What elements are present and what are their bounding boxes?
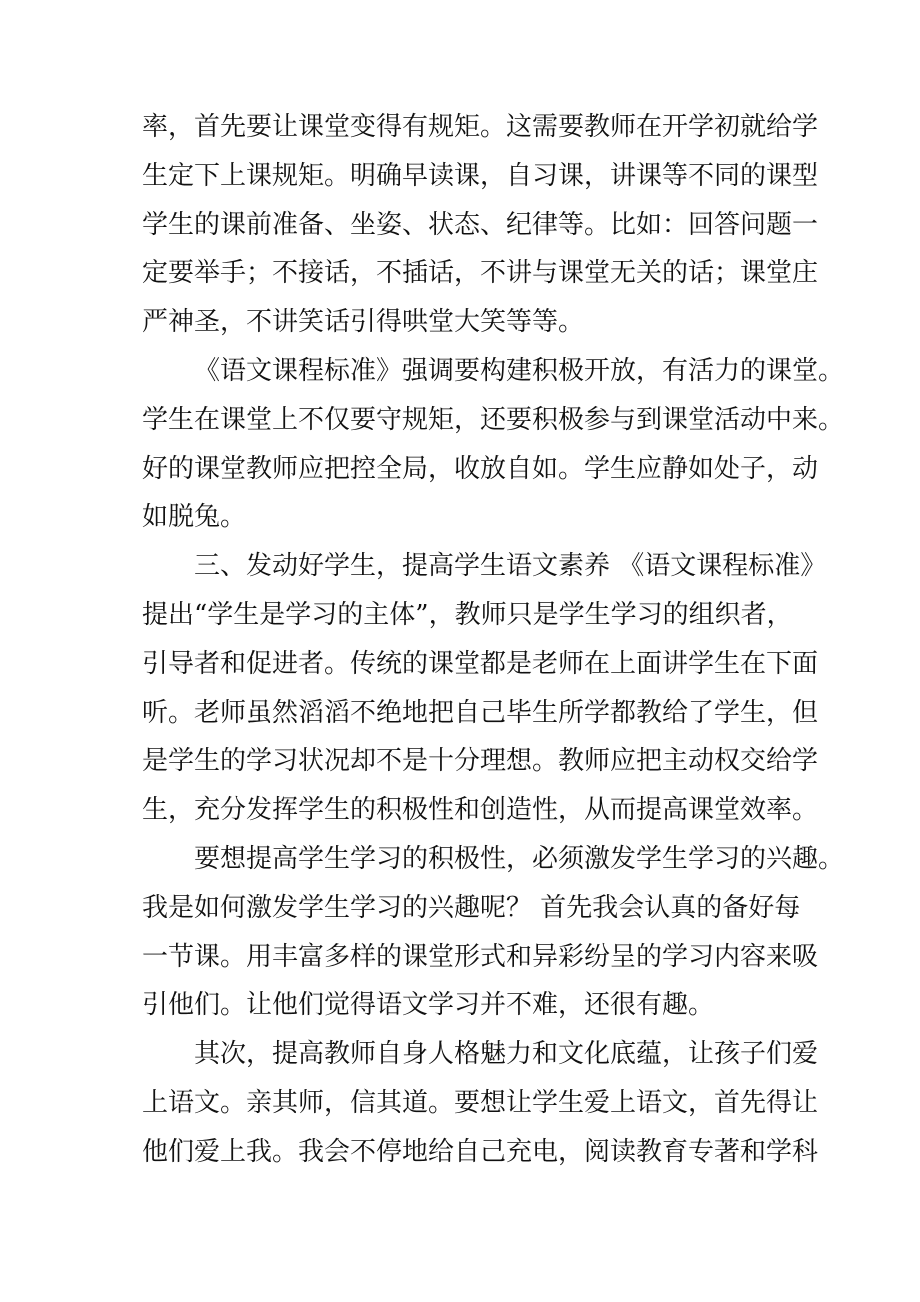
text-line: 定要举手；不接话，不插话，不讲与课堂无关的话；课堂庄 — [142, 258, 819, 289]
text-line: 一节课。用丰富多样的课堂形式和异彩纷呈的学习内容来吸 — [142, 941, 819, 972]
text-line: 好的课堂教师应把控全局，收放自如。学生应静如处子，动 — [142, 453, 819, 484]
text-line: 是学生的学习状况却不是十分理想。教师应把主动权交给学 — [142, 746, 819, 777]
text-line: 引他们。让他们觉得语文学习并不难，还很有趣。 — [142, 990, 715, 1021]
text-line: 引导者和促进者。传统的课堂都是老师在上面讲学生在下面 — [142, 648, 819, 679]
text-line: 要想提高学生学习的积极性，必须激发学生学习的兴趣。 — [194, 843, 845, 874]
text-line: 严神圣，不讲笑话引得哄堂大笑等等。 — [142, 307, 585, 338]
text-line: 提出“学生是学习的主体”，教师只是学生学习的组织者， — [142, 599, 793, 630]
text-line: 我是如何激发学生学习的兴趣呢？ 首先我会认真的备好每 — [142, 892, 801, 923]
text-line: 上语文。亲其师，信其道。要想让学生爱上语文，首先得让 — [142, 1087, 819, 1118]
text-line: 如脱兔。 — [142, 502, 247, 533]
document-body — [142, 103, 845, 1177]
text-line: 学生在课堂上不仅要守规矩，还要积极参与到课堂活动中来。 — [142, 404, 845, 435]
text-line: 《语文课程标准》强调要构建积极开放，有活力的课堂。 — [194, 355, 845, 386]
text-line: 生，充分发挥学生的积极性和创造性，从而提高课堂效率。 — [142, 795, 819, 826]
text-line: 生定下上课规矩。明确早读课，自习课，讲课等不同的课型 — [142, 160, 819, 191]
text-line: 听。老师虽然滔滔不绝地把自己毕生所学都教给了学生，但 — [142, 697, 819, 728]
text-line: 其次，提高教师自身人格魅力和文化底蕴，让孩子们爱 — [194, 1039, 819, 1070]
text-line: 率，首先要让课堂变得有规矩。这需要教师在开学初就给学 — [142, 112, 819, 142]
text-line: 学生的课前准备、坐姿、状态、纪律等。比如：回答问题一 — [142, 209, 819, 240]
text-line: 三、发动好学生，提高学生语文素养 《语文课程标准》 — [194, 551, 827, 582]
text-line: 他们爱上我。我会不停地给自己充电，阅读教育专著和学科 — [142, 1136, 819, 1167]
